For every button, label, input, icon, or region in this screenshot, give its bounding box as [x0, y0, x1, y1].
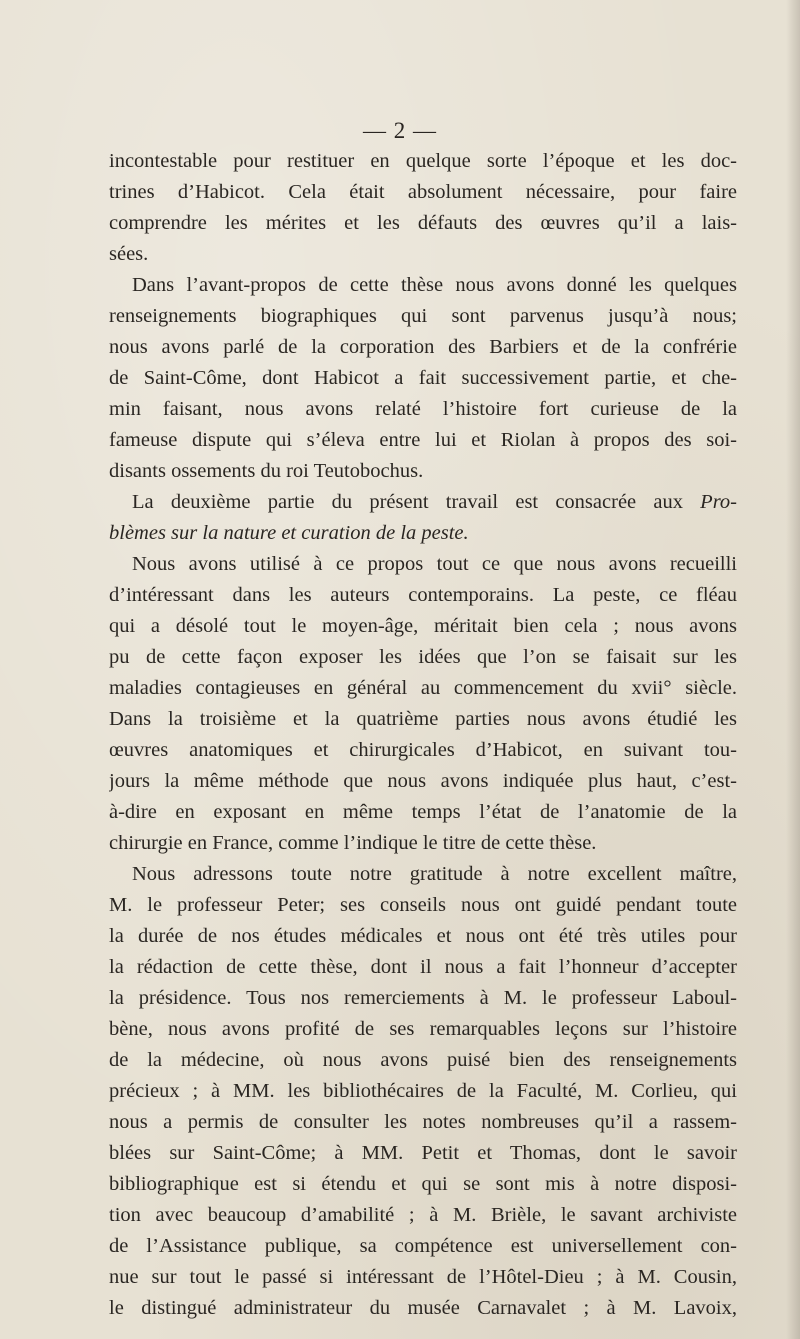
text-line: Nous avons utilisé à ce propos tout ce que nous avons recueilli	[132, 553, 737, 575]
text-line: La deuxième partie du présent travail est consacrée aux Pro-	[132, 491, 737, 513]
text-line: trines d’Habicot. Cela était absolument nécessaire, pour faire	[109, 181, 737, 203]
text-line: de Saint-Côme, dont Habicot a fait successivement partie, et che-	[109, 367, 737, 389]
text-line: tion avec beaucoup d’amabilité ; à M. Brièle, le savant archiviste	[109, 1204, 737, 1226]
text-line: Dans la troisième et la quatrième parties nous avons étudié les	[109, 708, 737, 730]
text-line: maladies contagieuses en général au commencement du xvii° siècle.	[109, 677, 737, 699]
text-line: d’intéressant dans les auteurs contemporains. La peste, ce fléau	[109, 584, 737, 606]
text-line: incontestable pour restituer en quelque sorte l’époque et les doc-	[109, 150, 737, 172]
text-line: nue sur tout le passé si intéressant de l’Hôtel-Dieu ; à M. Cousin,	[109, 1266, 737, 1288]
text-line: renseignements biographiques qui sont parvenus jusqu’à nous;	[109, 305, 737, 327]
text-line: nous avons parlé de la corporation des Barbiers et de la confrérie	[109, 336, 737, 358]
page-number: — 2 —	[363, 118, 437, 143]
text-line: jours la même méthode que nous avons indiquée plus haut, c’est-	[109, 770, 737, 792]
text-line: de la médecine, où nous avons puisé bien des renseignements	[109, 1049, 737, 1071]
text-line: le distingué administrateur du musée Carnavalet ; à M. Lavoix,	[109, 1297, 737, 1319]
text-line: de l’Assistance publique, sa compétence est universellement con-	[109, 1235, 737, 1257]
text-line: Nous adressons toute notre gratitude à notre excellent maître,	[132, 863, 737, 885]
body-text	[109, 146, 737, 1324]
text-line: précieux ; à MM. les bibliothécaires de la Faculté, M. Corlieu, qui	[109, 1080, 737, 1102]
text-line	[109, 518, 737, 549]
text-line: Dans l’avant-propos de cette thèse nous avons donné les quelques	[132, 274, 737, 296]
text-line: œuvres anatomiques et chirurgicales d’Habicot, en suivant tou-	[109, 739, 737, 761]
text-line: chirurgie en France, comme l’indique le titre de cette thèse.	[109, 832, 597, 854]
text-line: nous a permis de consulter les notes nombreuses qu’il a rassem-	[109, 1111, 737, 1133]
text-line: la présidence. Tous nos remerciements à M. le professeur Laboul-	[109, 987, 737, 1009]
text-line: fameuse dispute qui s’éleva entre lui et Riolan à propos des soi-	[109, 429, 737, 451]
text-line: pu de cette façon exposer les idées que l’on se faisait sur les	[109, 646, 737, 668]
page-edge-shadow	[786, 0, 800, 1339]
text-line: blées sur Saint-Côme; à MM. Petit et Thomas, dont le savoir	[109, 1142, 737, 1164]
text-line: min faisant, nous avons relaté l’histoire fort curieuse de la	[109, 398, 737, 420]
text-line: bibliographique est si étendu et qui se sont mis à notre disposi-	[109, 1173, 737, 1195]
text-line: disants ossements du roi Teutobochus.	[109, 460, 424, 482]
text-line: qui a désolé tout le moyen-âge, méritait bien cela ; nous avons	[109, 615, 737, 637]
italic-text: blèmes sur la nature et curation de la peste.	[109, 522, 469, 544]
text-line: bène, nous avons profité de ses remarquables leçons sur l’histoire	[109, 1018, 737, 1040]
text-line: à-dire en exposant en même temps l’état de l’anatomie de la	[109, 801, 737, 823]
text-line: comprendre les mérites et les défauts des œuvres qu’il a lais-	[109, 212, 737, 234]
text-line: sées.	[109, 243, 149, 265]
text-line: M. le professeur Peter; ses conseils nous ont guidé pendant toute	[109, 894, 737, 916]
text-line: la durée de nos études médicales et nous ont été très utiles pour	[109, 925, 737, 947]
text-line: la rédaction de cette thèse, dont il nous a fait l’honneur d’accepter	[109, 956, 737, 978]
